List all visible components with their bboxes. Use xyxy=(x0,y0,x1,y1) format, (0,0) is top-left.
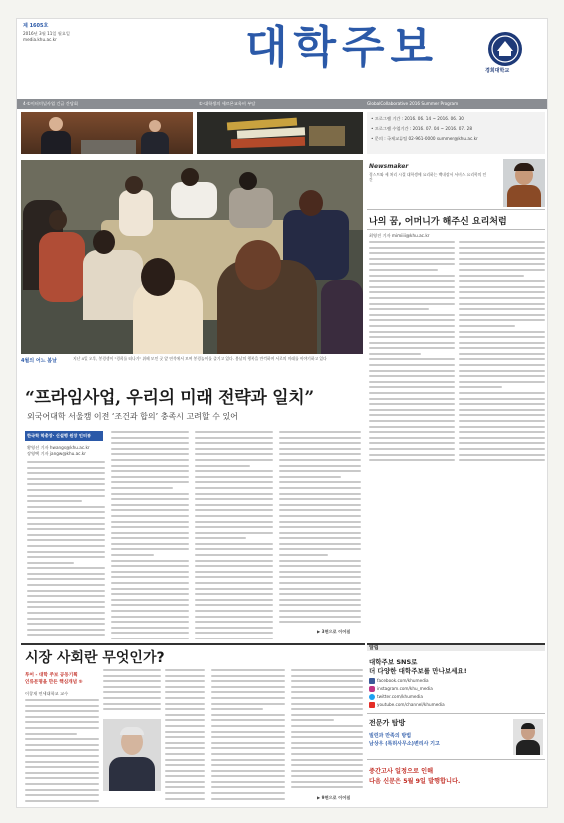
main-continue-link[interactable]: ▶ 3면으로 이어짐 xyxy=(317,629,351,634)
bottom-text-col-3 xyxy=(211,669,285,803)
newspaper-page xyxy=(16,18,548,808)
sns-youtube-link[interactable]: youtube.com/channel/khumedia xyxy=(377,702,445,707)
top-story-3-label[interactable]: GlobalCollaborative 2016 Summer Program xyxy=(367,101,459,106)
photo-caption-text: 지난 4일 오후, 봉경생이 "경희를 떠나기" 위해 모인 곳 앞 연석에서 모여 봉경놀이를 즐기고 있다. 봄날의 행복을 만끽하며 서로의 미래를 이야기하고 있다 xyxy=(73,356,327,361)
closing-notice-1: 중간고사 일정으로 인해 xyxy=(369,768,434,775)
top-story-1-label[interactable]: 4·①이터미널사업 긴급 간담회 xyxy=(23,101,78,106)
reporter-title: 전문가 탐방 xyxy=(369,719,406,727)
program-line-3[interactable]: • 문의 : 국제교류팀 02-961-0000 summer@khu.ac.kr xyxy=(371,136,478,141)
newsmaker-label: Newsmaker xyxy=(369,163,409,170)
main-subhead: 외국어대학 서울캠 이전 ‘조건과 합의’ 충족시 고려할 수 있어 xyxy=(27,412,238,421)
university-seal-icon xyxy=(487,31,523,67)
sns-instagram-link[interactable]: instagram.com/khu_media xyxy=(377,686,433,691)
newsmaker-headline[interactable]: 나의 꿈, 어머니가 해주신 요리처럼 xyxy=(369,217,507,227)
bottom-continue-link[interactable]: ▶ 9면으로 이어짐 xyxy=(317,795,351,800)
youtube-icon[interactable] xyxy=(369,702,375,708)
main-photo xyxy=(21,160,363,354)
main-text-col-3 xyxy=(195,431,273,639)
bottom-byline: 이창재 연세대학교 교수 xyxy=(25,691,69,696)
bottom-author-portrait xyxy=(103,719,161,791)
main-headline[interactable]: “프라임사업, 우리의 미래 전략과 일치” xyxy=(25,388,314,408)
top-stories-band xyxy=(17,99,548,109)
site-url[interactable]: media.khu.ac.kr xyxy=(23,37,57,42)
bottom-text-col-4 xyxy=(291,669,363,793)
photo-caption-title: 4월의 어느 봄날 xyxy=(21,358,57,364)
reporter-line-2: 남상우 (특허사무소)변리사 기고 xyxy=(369,741,440,747)
newsmaker-byline: 최영진 기자 mimiiii@khu.ac.kr xyxy=(369,233,430,238)
reporter-line-1: 빌런과 만족의 방법 xyxy=(369,733,412,739)
main-text-col-4 xyxy=(279,431,361,627)
bottom-text-col-2a xyxy=(103,669,161,715)
instagram-icon[interactable] xyxy=(369,686,375,692)
closing-notice-2: 다음 신문은 5월 9일 발행합니다. xyxy=(369,778,461,785)
interview-tag-label: 한국학 학총장· 신설행 원장 인터뷰 xyxy=(27,433,92,438)
facebook-icon[interactable] xyxy=(369,678,375,684)
issue-number: 제 1605호 xyxy=(23,23,49,29)
main-text-col-1 xyxy=(27,461,105,639)
sns-title-1: 대학주보 SNS로 xyxy=(369,658,418,666)
bottom-tag-1: 투어 - 대학 주보 공동기획 xyxy=(25,673,78,678)
main-byline-2: 장영택 기자 jangw@khu.ac.kr xyxy=(27,451,86,456)
program-info-box xyxy=(367,112,545,154)
newsmaker-portrait xyxy=(503,159,545,207)
main-text-col-2 xyxy=(111,431,189,639)
bottom-tag-2: 인류문명을 만든 핵심개념 ⑤ xyxy=(25,680,83,685)
bottom-text-col-2b xyxy=(165,669,205,803)
program-line-2: • 프로그램 수업기간 : 2016. 07. 04 ~ 2016. 07. 28 xyxy=(371,126,473,131)
reporter-portrait xyxy=(513,719,543,755)
top-story-2-thumbnail[interactable] xyxy=(197,112,363,154)
issue-date: 2016년 3월 11일 월요일 xyxy=(23,31,70,36)
seal-caption: 경희대학교 xyxy=(485,68,510,74)
sns-twitter-link[interactable]: twitter.com/khumedia xyxy=(377,694,423,699)
newsmaker-text-col-1 xyxy=(369,241,455,465)
newsmaker-text-col-2 xyxy=(459,241,545,465)
main-byline-1: 황영선 기자 hwangs@khu.ac.kr xyxy=(27,445,90,450)
notice-header-band xyxy=(367,643,545,651)
twitter-icon[interactable] xyxy=(369,694,375,700)
newsmaker-intro: 경스트와 세 처리 시절 대학생에 요리하는 백내장서 서비스 요리학의 인간 xyxy=(369,172,487,182)
sns-facebook-link[interactable]: facebook.com/khumedia xyxy=(377,678,429,683)
newspaper-title: 대학주보 xyxy=(245,22,440,73)
bottom-headline[interactable]: 시장 사회란 무엇인가? xyxy=(25,650,165,666)
sns-title-2: 더 다양한 대학주보를 만나보세요! xyxy=(369,667,467,675)
notice-label: 알림 xyxy=(369,645,379,651)
bottom-text-col-1 xyxy=(25,699,99,803)
top-story-2-label[interactable]: ①·대학생의 세르믄교육비 부담 xyxy=(199,101,256,106)
program-line-1: • 프로그램 기간 : 2016. 06. 14 ~ 2016. 06. 30 xyxy=(371,116,464,121)
top-story-1-thumbnail[interactable] xyxy=(21,112,193,154)
